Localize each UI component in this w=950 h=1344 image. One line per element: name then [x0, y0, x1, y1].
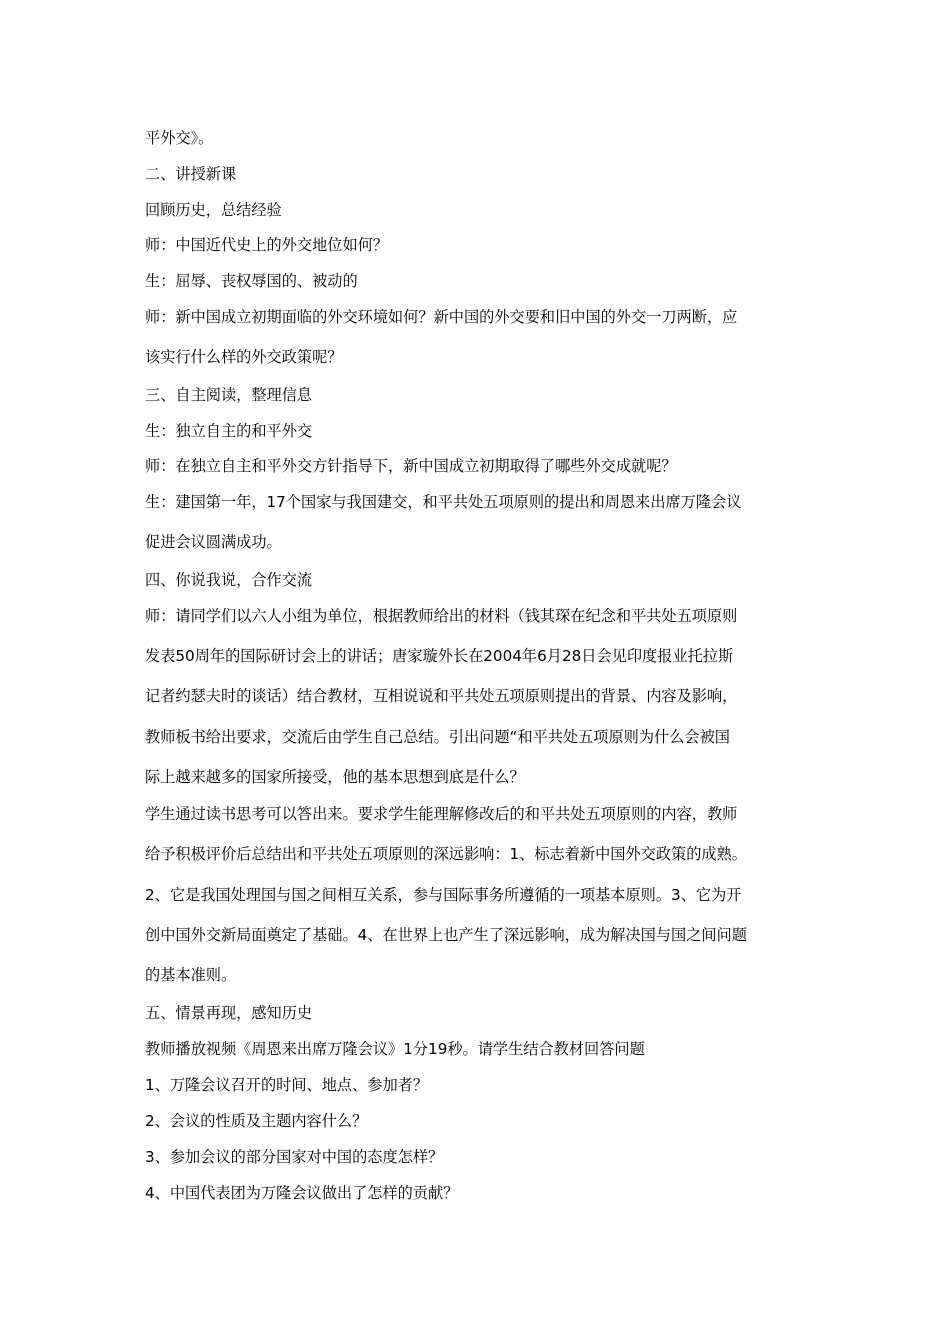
- text-line: 给予积极评价后总结出和平共处五项原则的深远影响：1、标志着新中国外交政策的成熟。: [145, 845, 747, 863]
- text-line: 师：在独立自主和平外交方针指导下，新中国成立初期取得了哪些外交成就呢？: [145, 457, 677, 475]
- text-line: 创中国外交新局面奠定了基础。4、在世界上也产生了深远影响，成为解决国与国之间问题: [145, 926, 747, 944]
- text-line: 该实行什么样的外交政策呢？: [145, 348, 343, 366]
- question-item: 3、参加会议的部分国家对中国的态度怎样？: [145, 1148, 444, 1166]
- section-heading: 五、情景再现，感知历史: [145, 1004, 313, 1022]
- text-line: 教师播放视频《周恩来出席万隆会议》1分19秒。请学生结合教材回答问题: [145, 1040, 645, 1058]
- text-line: 回顾历史，总结经验: [145, 201, 282, 219]
- question-item: 1、万隆会议召开的时间、地点、参加者？: [145, 1076, 429, 1094]
- section-heading: 二、讲授新课: [145, 165, 237, 183]
- text-line: 师：请同学们以六人小组为单位，根据教师给出的材料（钱其琛在纪念和平共处五项原则: [145, 607, 738, 625]
- section-heading: 四、你说我说，合作交流: [145, 571, 313, 589]
- text-line: 学生通过读书思考可以答出来。要求学生能理解修改后的和平共处五项原则的内容，教师: [145, 805, 738, 823]
- question-item: 4、中国代表团为万隆会议做出了怎样的贡献？: [145, 1184, 459, 1202]
- text-line: 生：建国第一年，17个国家与我国建交，和平共处五项原则的提出和周恩来出席万隆会议: [145, 493, 742, 511]
- text-line: 的基本准则。: [145, 966, 237, 984]
- text-line: 生：独立自主的和平外交: [145, 422, 313, 440]
- text-line: 平外交》。: [145, 129, 214, 147]
- text-line: 促进会议圆满成功。: [145, 533, 282, 551]
- text-line: 发表50周年的国际研讨会上的讲话；唐家璇外长在2004年6月28日会见印度报业托拉斯: [145, 647, 734, 665]
- text-line: 记者约瑟夫时的谈话）结合教材，互相说说和平共处五项原则提出的背景、内容及影响，: [145, 687, 738, 705]
- text-line: 师：新中国成立初期面临的外交环境如何？新中国的外交要和旧中国的外交一刀两断，应: [145, 308, 738, 326]
- text-line: 生：屈辱、丧权辱国的、被动的: [145, 272, 358, 290]
- text-line: 2、它是我国处理国与国之间相互关系，参与国际事务所遵循的一项基本原则。3、它为开: [145, 886, 742, 904]
- text-line: 师：中国近代史上的外交地位如何？: [145, 236, 388, 254]
- text-line: 教师板书给出要求，交流后由学生自己总结。引出问题“和平共处五项原则为什么会被国: [145, 728, 730, 746]
- question-item: 2、会议的性质及主题内容什么？: [145, 1112, 368, 1130]
- text-line: 际上越来越多的国家所接受，他的基本思想到底是什么？: [145, 768, 525, 786]
- section-heading: 三、自主阅读，整理信息: [145, 386, 313, 404]
